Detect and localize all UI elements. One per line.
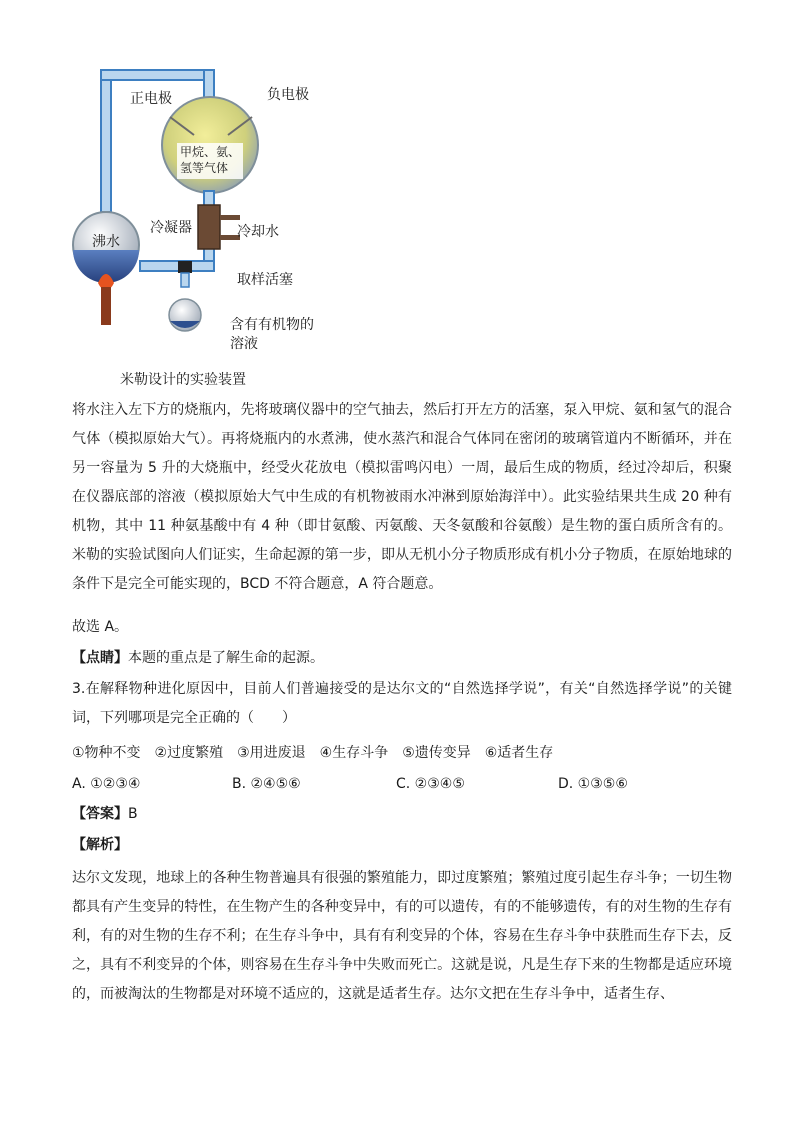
burner (101, 287, 111, 325)
gas-label-line2: 氢等气体 (180, 161, 229, 175)
question3-stem: 3.在解释物种进化原因中，目前人们普遍接受的是达尔文的“自然选择学说”，有关“自然选择学说”的关键词，下列哪项是完全正确的（ ） (72, 681, 732, 726)
negative-electrode-label: 负电极 (267, 87, 309, 103)
solution-label-line2: 溶液 (230, 336, 258, 352)
answer-value: B (128, 806, 138, 822)
option-b: B. ②④⑤⑥ (232, 776, 301, 792)
option-a: A. ①②③④ (72, 776, 141, 792)
condenser (198, 205, 220, 249)
condenser-label: 冷凝器 (150, 220, 192, 236)
figure-caption: 米勒设计的实验装置 (120, 372, 246, 388)
question3-items: ①物种不变 ②过度繁殖 ③用进废退 ④生存斗争 ⑤遗传变异 ⑥适者生存 (72, 745, 554, 761)
sampling-valve-label: 取样活塞 (237, 272, 293, 288)
option-d: D. ①③⑤⑥ (558, 776, 628, 792)
note-label: 【点睛】 (72, 650, 128, 666)
miller-apparatus-figure (70, 65, 340, 365)
note-text: 本题的重点是了解生命的起源。 (128, 650, 324, 666)
note-line (72, 644, 324, 673)
gas-label-line1: 甲烷、氨、 (180, 145, 241, 159)
solution-label-line1: 含有有机物的 (230, 317, 314, 333)
analysis-paragraph: 达尔文发现，地球上的各种生物普遍具有很强的繁殖能力，即过度繁殖；繁殖过度引起生存斗争；一切生物都具有产生变异的特性，在生物产生的各种变异中，有的可以遗传，有的不能够遗传，有的对生物的生存有利，有的对生物的生存不利；在生存斗争中，具有有利变异的个体，容易在生存斗争中获胜而生存下去，反之，具有不利变异的个体，则容易在生存斗争中失败而死亡。这就是说，凡是生存下来的生物都是适应环境的，而被淘汰的生物都是对环境不适应的，这就是适者生存。达尔文把在生存斗争中，适者生存、 (72, 870, 732, 1002)
option-c: C. ②③④⑤ (396, 776, 465, 792)
question3-options (72, 770, 732, 799)
explanation-paragraph: 将水注入左下方的烧瓶内，先将玻璃仪器中的空气抽去，然后打开左方的活塞，泵入甲烷、氨和氢气的混合气体（模拟原始大气）。再将烧瓶内的水煮沸，使水蒸汽和混合气体同在密闭的玻璃管道内不断循环，并在另一容量为 5 升的大烧瓶中，经受火花放电（模拟雷鸣闪电）一周，最后生成的物质，经过冷却后，积聚在仪器底部的溶液（模拟原始大气中生成的有机物被雨水冲淋到原始海洋中）。此实验结果共生成 20 种有机物，其中 11 种氨基酸中有 4 种（即甘氨酸、丙氨酸、天冬氨酸和谷氨酸）是生物的蛋白质所含有的。米勒的实验试图向人们证实，生命起源的第一步，即从无机小分子物质形成有机小分子物质，在原始地球的条件下是完全可能实现的，BCD 不符合题意，A 符合题意。 (72, 402, 732, 592)
cooling-water-label: 冷却水 (237, 224, 279, 240)
boiling-water-label: 沸水 (92, 234, 120, 250)
positive-electrode-label: 正电极 (130, 91, 172, 107)
answer-line (72, 800, 138, 829)
answer-label: 【答案】 (72, 806, 128, 822)
analysis-label: 【解析】 (72, 837, 128, 853)
conclusion: 故选 A。 (72, 619, 129, 635)
